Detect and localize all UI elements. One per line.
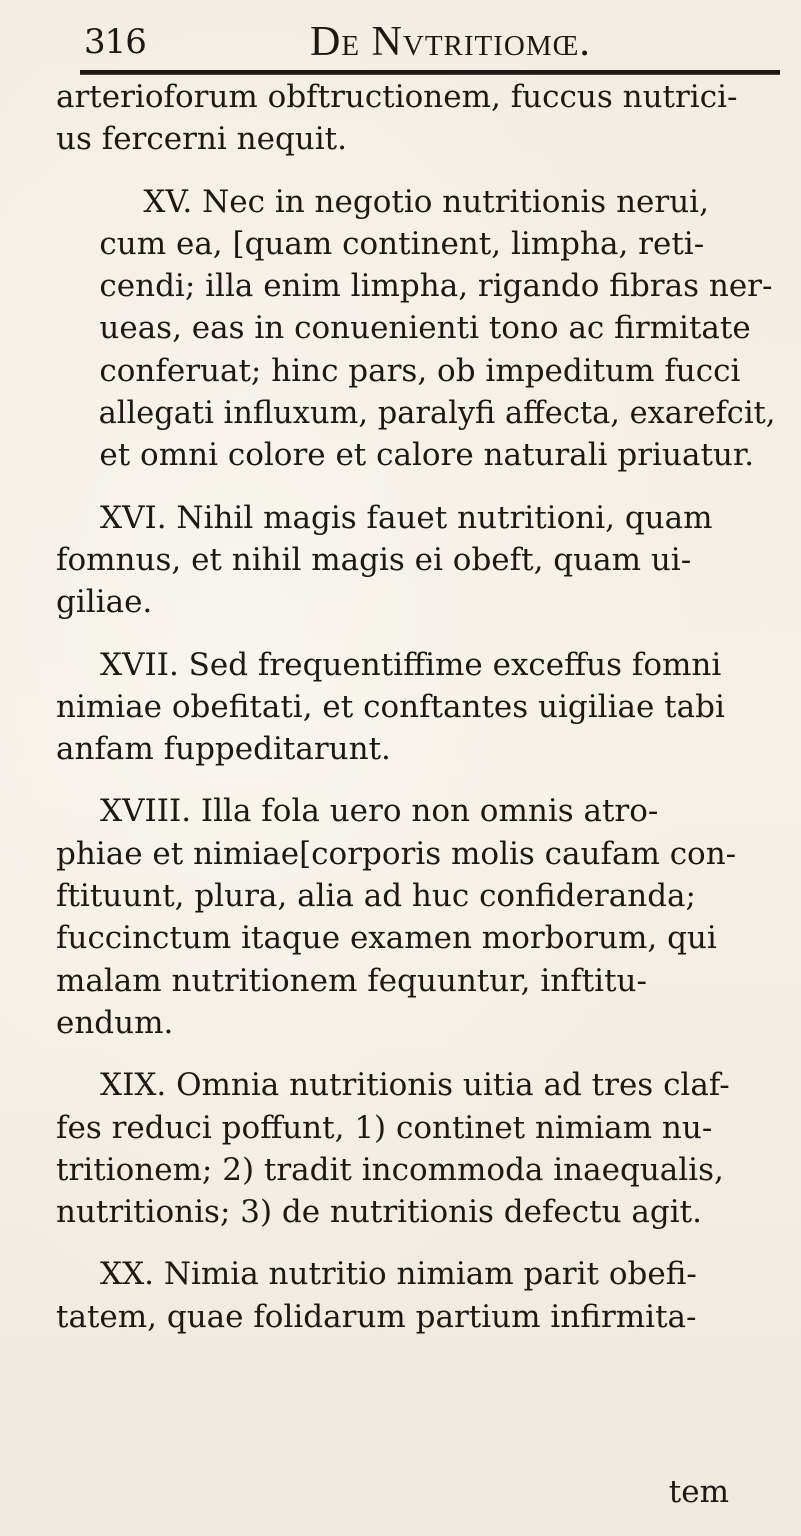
- text-line: XVI. Nihil magis fauet nutritioni, quam: [100, 499, 713, 536]
- text-line: anfam fuppeditarunt.: [56, 731, 391, 768]
- paragraph-xix: [56, 1064, 776, 1233]
- paragraph-xvi: [56, 497, 776, 624]
- text-line: arterioforum obftructionem, fuccus nutrici-: [56, 79, 738, 115]
- header-rule: [80, 70, 780, 75]
- paragraph-xx: [56, 1253, 776, 1338]
- text-line: XIX. Omnia nutritionis uitia ad tres claf-: [100, 1067, 730, 1104]
- text-line: us fercerni nequit.: [56, 121, 347, 158]
- text-line: fuccinctum itaque examen morborum, qui: [56, 920, 717, 957]
- text-line: cum ea, [quam continent, limpha, reti-: [99, 225, 705, 262]
- text-line: XVII. Sed frequentiffime exceffus fomni: [100, 646, 722, 683]
- running-head: [84, 14, 784, 74]
- paragraph-xvii: [56, 644, 776, 771]
- text-line: ftituunt, plura, alia ad huc confideranda;: [56, 878, 696, 915]
- text-line: tritionem; 2) tradit incommoda inaequalis,: [56, 1151, 724, 1188]
- text-line: nimiae obefitati, et conftantes uigiliae tabi: [56, 688, 725, 725]
- text-line: conferuat; hinc pars, ob impeditum fucci: [99, 352, 741, 389]
- body-text: [56, 76, 776, 1358]
- text-line: malam nutritionem fequuntur, inftitu-: [56, 962, 647, 999]
- text-line: XV. Nec in negotio nutritionis nerui,: [143, 183, 709, 220]
- text-line: phiae et nimiae[corporis molis caufam con-: [56, 835, 737, 872]
- text-line: XVIII. Illa fola uero non omnis atro-: [100, 793, 659, 830]
- text-line: ueas, eas in conuenienti tono ac firmitate: [99, 310, 751, 347]
- text-line: nutritionis; 3) de nutritionis defectu agit.: [56, 1194, 702, 1231]
- text-line: endum.: [56, 1004, 174, 1041]
- page-number: 316: [84, 22, 146, 62]
- paragraph-xviii: [56, 790, 776, 1044]
- catchword: tem: [668, 1474, 729, 1510]
- paragraph-xv: [56, 181, 776, 477]
- text-line: fomnus, et nihil magis ei obeft, quam ui-: [56, 541, 692, 578]
- text-line: giliae.: [56, 584, 153, 621]
- text-line: tatem, quae folidarum partium infirmita-: [56, 1298, 697, 1335]
- text-line: XX. Nimia nutritio nimiam parit obefi-: [100, 1256, 697, 1293]
- paragraph-continuation: [56, 76, 776, 161]
- text-line: et omni colore et calore naturali priuatur.: [99, 437, 755, 474]
- running-title: De Nvtritiomœ.: [310, 19, 591, 65]
- text-line: fes reduci poffunt, 1) continet nimiam nu-: [56, 1109, 713, 1146]
- text-line: allegati influxum, paralyfi affecta, exarefcit,: [98, 395, 776, 432]
- text-line: cendi; illa enim limpha, rigando fibras ner-: [99, 268, 773, 305]
